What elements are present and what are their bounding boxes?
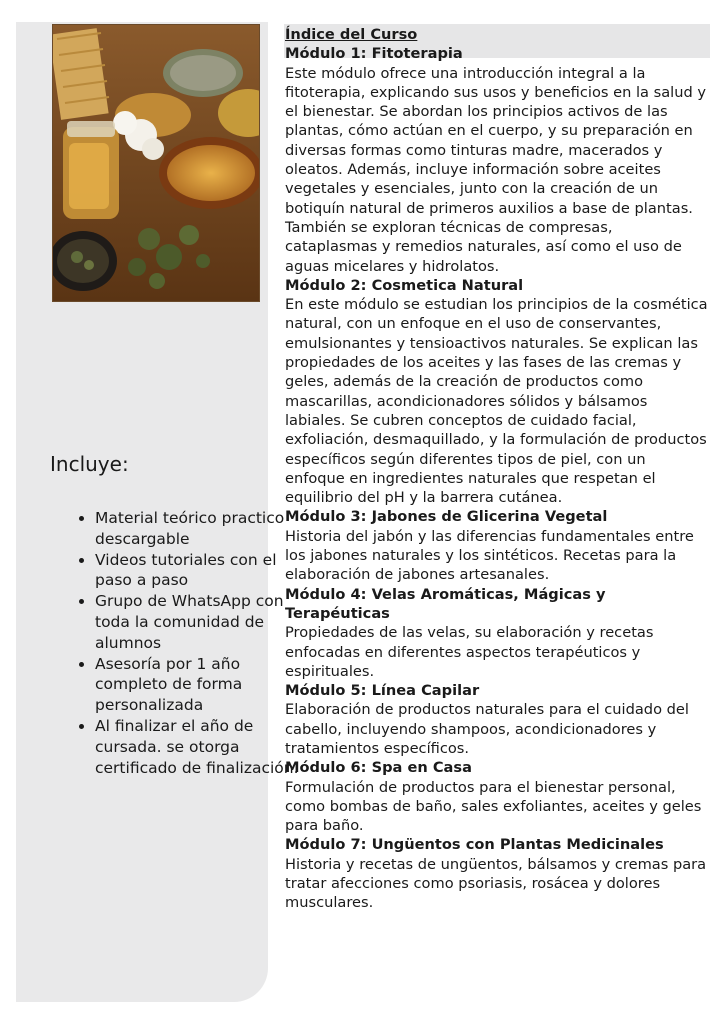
includes-item: • Material teórico practico descargable (95, 508, 305, 550)
includes-list (50, 508, 305, 778)
module-description: Elaboración de productos naturales para el cuidado del cabello, incluyendo shampoos, acondicionadores y tratamientos específicos. (285, 701, 689, 757)
module-title: Módulo 4: Velas Aromáticas, Mágicas y Terapéuticas (285, 585, 606, 622)
module-description: Historia del jabón y las diferencias fundamentales entre los jabones naturales y los sintéticos. Recetas para la elaboración de jabones artesanales. (285, 527, 694, 584)
module-description: En este módulo se estudian los principios de la cosmética natural, con un enfoque en el uso de conservantes, emulsionantes y tensioactivos naturales. Se explican las propiedades de los aceites y las fases de las cremas y geles, además de la creación de productos como mascarillas, acondicionadores sólidos y bálsamos labiales. Se cubren conceptos de cuidado facial, exfoliación, desmaquillado, y la formulación de productos específicos según diferentes tipos de piel, con un enfoque en ingredientes naturales que respetan el equilibrio del pH y la barrera cutánea. (285, 296, 708, 507)
module-description: Este módulo ofrece una introducción integral a la fitoterapia, explicando sus usos y beneficios en la salud y el bienestar. Se abordan los principios activos de las plantas, cómo actúan en el cuerpo, y su preparación en diversas formas como tinturas madre, macerados y oleatos. Además, incluye información sobre aceites vegetales y esenciales, junto con la creación de un botiquín natural de primeros auxilios a base de plantas. También se exploran técnicas de compresas, cataplasmas y remedios naturales, así como el uso de aguas micelares y hidrolatos. (285, 64, 707, 275)
module-title: Módulo 3: Jabones de Glicerina Vegetal (285, 508, 608, 526)
module-title: Módulo 7: Ungüentos con Plantas Medicinales (285, 836, 664, 854)
includes-item: • Grupo de WhatsApp con toda la comunidad de alumnos (95, 591, 305, 653)
index-title: Índice del Curso (285, 26, 418, 43)
module-title: Módulo 5: Línea Capilar (285, 682, 480, 700)
herbs-photo (52, 24, 260, 302)
module-description: Historia y recetas de ungüentos, bálsamos y cremas para tratar afecciones como psoriasis, rosácea y dolores musculares. (285, 855, 707, 912)
module-title: Módulo 6: Spa en Casa (285, 759, 472, 777)
course-index (285, 25, 709, 913)
module-title: Módulo 2: Cosmetica Natural (285, 276, 524, 294)
module-title: Módulo 1: Fitoterapia (285, 45, 463, 63)
includes-title: Incluye: (50, 452, 129, 476)
module-description: Formulación de productos para el bienestar personal, como bombas de baño, sales exfoliantes, aceites y geles para baño. (285, 778, 702, 835)
module-description: Propiedades de las velas, su elaboración y recetas enfocadas en diferentes aspectos terapéuticos y espirituales. (285, 624, 654, 680)
includes-item: • Asesoría por 1 año completo de forma personalizada (95, 654, 305, 716)
includes-item: • Videos tutoriales con el paso a paso (95, 550, 305, 592)
includes-item: • Al finalizar el año de cursada. se otorga certificado de finalización. (95, 716, 305, 778)
